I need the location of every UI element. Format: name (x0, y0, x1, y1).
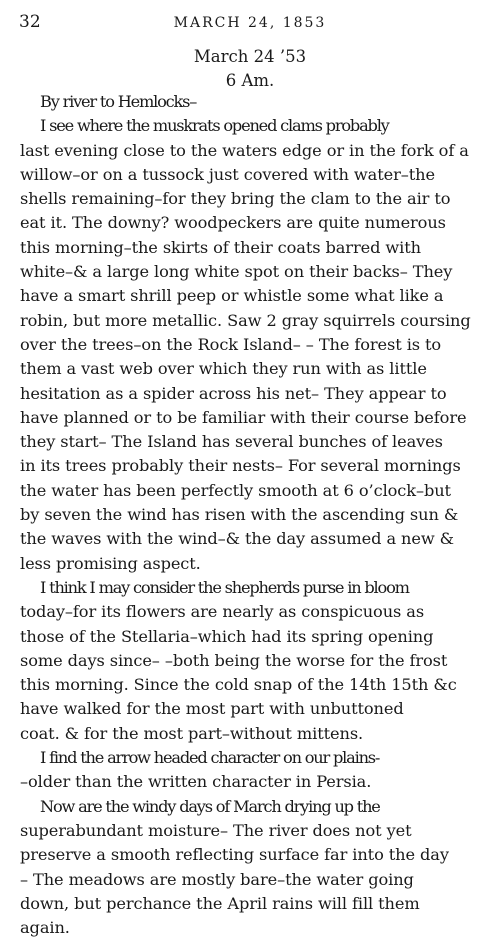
text-line: last evening close to the waters edge or in the fork of a (20, 140, 469, 160)
page-number: 32 (19, 12, 41, 32)
text-line: this morning–the skirts of their coats barred with (20, 237, 421, 257)
entry-date: March 24 ’53 (193, 47, 307, 66)
text-line: have planned or to be familiar with their course before (20, 407, 467, 427)
text-line: I find the arrow headed character on our plains- (40, 748, 380, 768)
text-line: them a vast web over which they run with as little (20, 359, 427, 379)
text-line: this morning. Since the cold snap of the 14th 15th &c (20, 675, 457, 695)
text-line: again. (20, 918, 70, 938)
text-line: By river to Hemlocks– (40, 92, 197, 111)
running-head: MARCH 24, 1853 (173, 15, 327, 31)
text-line: –older than the written character in Persia. (20, 772, 372, 792)
text-line: preserve a smooth reflecting surface far into the day (20, 845, 449, 865)
entry-time: 6 Am. (225, 71, 275, 90)
text-line: down, but perchance the April rains will fill them (20, 893, 420, 913)
text-line: today–for its flowers are nearly as conspicuous as (20, 602, 425, 622)
text-line: those of the Stellaria–which had its spring opening (20, 626, 434, 646)
text-line: hesitation as a spider across his net– They appear to (20, 383, 447, 403)
text-line: by seven the wind has risen with the ascending sun & (20, 505, 459, 525)
text-line: superabundant moisture– The river does not yet (20, 820, 412, 840)
text-line: eat it. The downy? woodpeckers are quite numerous (20, 213, 446, 233)
text-line: shells remaining–for they bring the clam to the air to (20, 189, 451, 209)
text-line: coat. & for the most part–without mittens. (20, 723, 364, 743)
text-line: some days since– –both being the worse for the frost (20, 650, 448, 670)
text-line: over the trees–on the Rock Island– – The forest is to (20, 334, 442, 354)
text-line: have a smart shrill peep or whistle some what like a (20, 286, 444, 306)
text-line: willow–or on a tussock just covered with water–the (20, 164, 435, 184)
text-line: robin, but more metallic. Saw 2 gray squirrels coursing (20, 310, 471, 330)
text-line: have walked for the most part with unbuttoned (20, 699, 404, 719)
entry-heading (0, 45, 500, 93)
text-line: – The meadows are mostly bare–the water going (20, 869, 414, 889)
text-line: white–& a large long white spot on their backs– They (20, 262, 453, 282)
text-line: I see where the muskrats opened clams probably (40, 116, 389, 136)
entry-body (20, 90, 482, 940)
text-line: they start– The Island has several bunches of leaves (20, 432, 443, 452)
text-line: less promising aspect. (20, 553, 201, 573)
text-line: the waves with the wind–& the day assumed a new & (20, 529, 454, 549)
text-line: I think I may consider the shepherds purse in bloom (40, 577, 409, 597)
text-line: Now are the windy days of March drying up the (40, 796, 380, 816)
text-line: in its trees probably their nests– For several mornings (20, 456, 461, 476)
text-line: the water has been perfectly smooth at 6 o’clock–but (20, 480, 451, 500)
